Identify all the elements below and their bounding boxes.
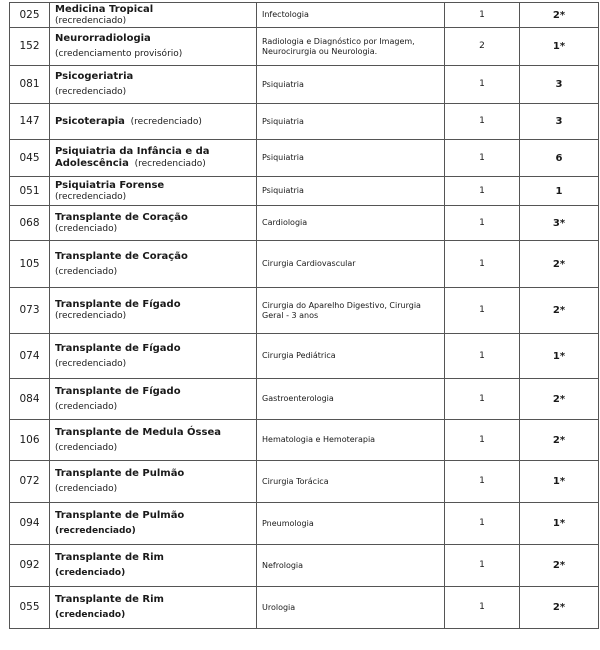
vacancies: 1* xyxy=(520,461,599,503)
table-row xyxy=(10,140,599,177)
program-name-cell xyxy=(50,104,257,140)
program-status: (credenciamento provisório) xyxy=(55,49,183,59)
vacancies: 2* xyxy=(520,587,599,629)
program-name: Transplante de Rim xyxy=(55,594,164,605)
duration-years: 1 xyxy=(445,503,520,545)
program-name: Psiquiatria da Infância e da Adolescência xyxy=(55,146,210,169)
program-name-cell xyxy=(50,420,257,461)
program-name-cell xyxy=(50,334,257,379)
prerequisite: Cirurgia do Aparelho Digestivo, Cirurgia Geral - 3 anos xyxy=(257,288,445,334)
duration-years: 1 xyxy=(445,288,520,334)
program-code: 045 xyxy=(10,140,50,177)
program-name-cell xyxy=(50,288,257,334)
table-row xyxy=(10,334,599,379)
table-row xyxy=(10,177,599,206)
program-status: (recredenciado) xyxy=(55,191,127,202)
table-row xyxy=(10,379,599,420)
duration-years: 2 xyxy=(445,28,520,66)
program-name: Transplante de Coração xyxy=(55,211,188,223)
program-name-cell xyxy=(50,140,257,177)
duration-years: 1 xyxy=(445,587,520,629)
program-name: Transplante de Pulmão xyxy=(55,468,185,479)
program-name-cell xyxy=(50,28,257,66)
program-name: Psiquiatria Forense xyxy=(55,179,165,191)
program-name: Medicina Tropical xyxy=(55,3,154,15)
vacancies: 2* xyxy=(520,379,599,420)
program-name-cell xyxy=(50,206,257,241)
program-code: 081 xyxy=(10,66,50,104)
table-row xyxy=(10,420,599,461)
prerequisite: Psiquiatria xyxy=(257,140,445,177)
duration-years: 1 xyxy=(445,241,520,288)
table-row xyxy=(10,66,599,104)
duration-years: 1 xyxy=(445,420,520,461)
prerequisite: Cirurgia Cardiovascular xyxy=(257,241,445,288)
program-status: (credenciado) xyxy=(55,568,126,578)
duration-years: 1 xyxy=(445,206,520,241)
duration-years: 1 xyxy=(445,334,520,379)
program-status: (credenciado) xyxy=(55,401,118,412)
program-status: (credenciado) xyxy=(55,610,126,620)
prerequisite: Cirurgia Torácica xyxy=(257,461,445,503)
program-name: Neurorradiologia xyxy=(55,33,151,44)
program-name: Transplante de Coração xyxy=(55,250,188,262)
table-body xyxy=(10,3,599,629)
duration-years: 1 xyxy=(445,379,520,420)
prerequisite: Urologia xyxy=(257,587,445,629)
program-status: (credenciado) xyxy=(55,442,118,453)
prerequisite: Infectologia xyxy=(257,3,445,28)
prerequisite: Radiologia e Diagnóstico por Imagem, Neurocirurgia ou Neurologia. xyxy=(257,28,445,66)
program-code: 147 xyxy=(10,104,50,140)
prerequisite: Psiquiatria xyxy=(257,104,445,140)
program-name-cell xyxy=(50,241,257,288)
program-status: (recredenciado) xyxy=(134,159,206,169)
duration-years: 1 xyxy=(445,104,520,140)
program-name: Transplante de Rim xyxy=(55,552,164,563)
program-code: 094 xyxy=(10,503,50,545)
duration-years: 1 xyxy=(445,177,520,206)
program-code: 092 xyxy=(10,545,50,587)
program-name-cell xyxy=(50,461,257,503)
program-code: 073 xyxy=(10,288,50,334)
program-code: 105 xyxy=(10,241,50,288)
program-code: 025 xyxy=(10,3,50,28)
table-row xyxy=(10,461,599,503)
program-name-cell xyxy=(50,177,257,206)
prerequisite: Hematologia e Hemoterapia xyxy=(257,420,445,461)
vacancies: 2* xyxy=(520,241,599,288)
prerequisite: Psiquiatria xyxy=(257,177,445,206)
program-status: (recredenciado) xyxy=(55,87,127,97)
table-row xyxy=(10,104,599,140)
program-status: (recredenciado) xyxy=(55,311,127,321)
program-name-cell xyxy=(50,66,257,104)
vacancies: 3 xyxy=(520,66,599,104)
vacancies: 1 xyxy=(520,177,599,206)
vacancies: 2* xyxy=(520,545,599,587)
table-row xyxy=(10,3,599,28)
vacancies: 2* xyxy=(520,288,599,334)
vacancies: 2* xyxy=(520,420,599,461)
program-status: (recredenciado) xyxy=(130,116,202,127)
program-name: Psicoterapia xyxy=(55,115,125,127)
program-name: Transplante de Pulmão xyxy=(55,510,185,521)
prerequisite: Gastroenterologia xyxy=(257,379,445,420)
program-code: 068 xyxy=(10,206,50,241)
program-name-cell xyxy=(50,545,257,587)
program-status: (credenciado) xyxy=(55,484,118,494)
duration-years: 1 xyxy=(445,3,520,28)
residency-table xyxy=(9,2,599,629)
table-row xyxy=(10,206,599,241)
table-row xyxy=(10,28,599,66)
table-row xyxy=(10,587,599,629)
duration-years: 1 xyxy=(445,461,520,503)
duration-years: 1 xyxy=(445,545,520,587)
program-name-cell xyxy=(50,379,257,420)
program-code: 072 xyxy=(10,461,50,503)
vacancies: 1* xyxy=(520,334,599,379)
table-row xyxy=(10,545,599,587)
program-status: (recredenciado) xyxy=(55,526,136,536)
vacancies: 1* xyxy=(520,28,599,66)
program-name-cell xyxy=(50,3,257,28)
vacancies: 3 xyxy=(520,104,599,140)
program-status: (credenciado) xyxy=(55,223,118,234)
vacancies: 2* xyxy=(520,3,599,28)
table-row xyxy=(10,503,599,545)
program-code: 152 xyxy=(10,28,50,66)
prerequisite: Cardiologia xyxy=(257,206,445,241)
prerequisite: Cirurgia Pediátrica xyxy=(257,334,445,379)
program-status: (recredenciado) xyxy=(55,358,127,369)
program-name-cell xyxy=(50,587,257,629)
prerequisite: Psiquiatria xyxy=(257,66,445,104)
program-name: Transplante de Fígado xyxy=(55,385,181,397)
program-name: Transplante de Medula Óssea xyxy=(55,426,221,438)
program-status: (credenciado) xyxy=(55,266,118,277)
program-name-cell xyxy=(50,503,257,545)
program-name: Psicogeriatria xyxy=(55,71,134,82)
program-code: 106 xyxy=(10,420,50,461)
table-row xyxy=(10,288,599,334)
program-code: 084 xyxy=(10,379,50,420)
table-row xyxy=(10,241,599,288)
duration-years: 1 xyxy=(445,66,520,104)
program-code: 051 xyxy=(10,177,50,206)
program-name: Transplante de Fígado xyxy=(55,342,181,354)
vacancies: 1* xyxy=(520,503,599,545)
program-code: 055 xyxy=(10,587,50,629)
program-code: 074 xyxy=(10,334,50,379)
prerequisite: Pneumologia xyxy=(257,503,445,545)
program-status: (recredenciado) xyxy=(55,15,127,26)
prerequisite: Nefrologia xyxy=(257,545,445,587)
program-name: Transplante de Fígado xyxy=(55,299,181,310)
duration-years: 1 xyxy=(445,140,520,177)
vacancies: 6 xyxy=(520,140,599,177)
vacancies: 3* xyxy=(520,206,599,241)
